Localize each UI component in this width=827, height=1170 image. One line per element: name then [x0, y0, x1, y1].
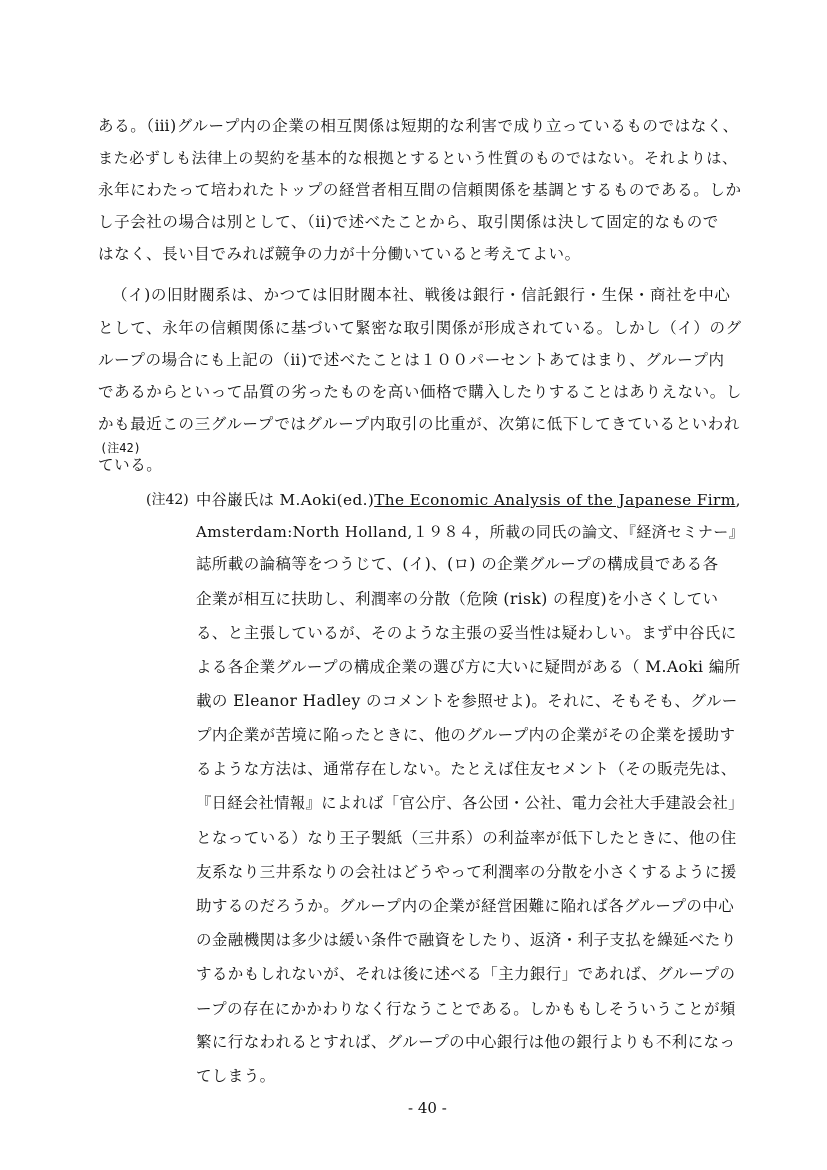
footnote-line: [196, 490, 741, 510]
footnote-line: Amsterdam:North Holland,１９８４，所載の同氏の論文、『経済セミナー』: [196, 523, 745, 541]
footnote-line: となっている）なり王子製紙（三井系）の利益率が低下したときに、他の住: [196, 829, 737, 847]
footnote-line: プ内企業が苦境に陥ったときに、他のグループ内の企業がその企業を援助す: [196, 726, 736, 744]
body-line: （イ)の旧財閥系は、かつては旧財閥本社、戦後は銀行・信託銀行・生保・商社を中心: [112, 286, 731, 304]
footnote-line: ープの存在にかかわりなく行なうことである。しかももしそういうことが頻: [196, 1000, 736, 1018]
footnote-line: てしまう。: [196, 1067, 276, 1085]
footnote-line: するかもしれないが、それは後に述べる「主力銀行」であれば、グループの: [196, 965, 736, 983]
footnote-label: (注42): [146, 492, 189, 508]
footnote-line: 友系なり三井系なりの会社はどうやって利潤率の分散を小さくするように援: [196, 863, 737, 881]
body-line: ある。（ⅲ)グループ内の企業の相互関係は短期的な利害で成り立っているものではなく、: [98, 117, 739, 135]
footnote-line: 載の Eleanor Hadley のコメントを参照せよ)。それに、そもそも、グルー: [196, 692, 738, 710]
body-line: 永年にわたって培われたトップの経営者相互間の信頼関係を基調とするものである。しか: [98, 181, 742, 199]
footnote-line: の金融機関は多少は緩い条件で融資をしたり、返済・利子支払を繰延べたり: [196, 931, 737, 949]
body-line: であるからといって品質の劣ったものを高い価格で購入したりすることはありえない。し: [98, 383, 743, 401]
body-line: また必ずしも法律上の契約を基本的な根拠とするという性質のものではない。それよりは、: [98, 149, 738, 167]
footnote-line: る、と主張しているが、そのような主張の妥当性は疑わしい。まず中谷氏に: [196, 624, 737, 642]
body-line: かも最近この三グループではグループ内取引の比重が、次第に低下してきているといわれ: [98, 415, 740, 433]
body-line: はなく、長い目でみれば競争の力が十分働いていると考えてよい。: [98, 245, 581, 263]
footnote-punct: ,: [735, 491, 741, 509]
body-line: として、永年の信頼関係に基づいて緊密な取引関係が形成されている。しかし（イ）のグ: [98, 319, 742, 337]
footnote-line: るような方法は、通常存在しない。たとえば住友セメント（その販売先は、: [196, 760, 737, 778]
body-line: ループの場合にも上記の（ⅱ)で述べたことは１００パーセントあてはまり、グループ内: [98, 351, 725, 369]
cited-book-title: The Economic Analysis of the Japanese Firm: [374, 491, 736, 509]
page-number: - 40 -: [408, 1099, 447, 1117]
footnote-line: 『日経会社情報』によれば「官公庁、各公団・公社、電力会社大手建設会社」: [196, 794, 744, 812]
footnote-line: 誌所載の論稿等をつうじて、(イ)、(ロ) の企業グループの構成員である各: [196, 555, 719, 573]
body-line: ている。: [98, 456, 163, 474]
footnote-line: よる各企業グループの構成企業の選び方に大いに疑問がある（ M.Aoki 編所: [196, 658, 741, 676]
footnote-line: 企業が相互に扶助し、利潤率の分散（危険 (risk) の程度)を小さくしてい: [196, 590, 719, 608]
footnote-author: 中谷巌氏は M.Aoki(ed.): [196, 491, 375, 509]
footnote-reference: (注42): [100, 441, 141, 455]
body-line: し子会社の場合は別として、（ⅱ)で述べたことから、取引関係は決して固定的なもので: [98, 213, 719, 231]
footnote-line: 助するのだろうか。グループ内の企業が経営困難に陥れば各グループの中心: [196, 897, 735, 915]
footnote-line: 繁に行なわれるとすれば、グループの中心銀行は他の銀行よりも不利になっ: [196, 1033, 736, 1051]
